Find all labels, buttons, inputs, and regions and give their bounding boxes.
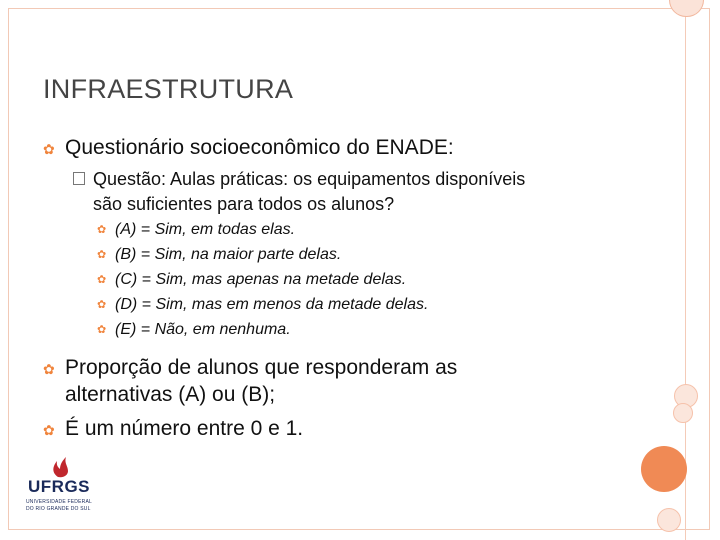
option-item: (A) = Sim, em todas elas.	[115, 221, 296, 238]
flame-icon	[22, 455, 102, 479]
point1-text	[65, 354, 457, 408]
gear-bullet-icon: ✿	[43, 361, 55, 377]
point1-line1: Proporção de alunos que responderam as	[65, 356, 458, 379]
option-item: (E) = Não, em nenhuma.	[115, 321, 291, 338]
point2-text: É um número entre 0 e 1.	[65, 417, 304, 440]
gear-bullet-icon: ✿	[43, 141, 55, 157]
level2-line1: Questão: Aulas práticas: os equipamentos disponíveis	[93, 169, 526, 189]
option-item: (B) = Sim, na maior parte delas.	[115, 246, 342, 263]
option-item: (D) = Sim, mas em menos da metade delas.	[115, 296, 429, 313]
level2-line2: são suficientes para todos os alunos?	[93, 194, 395, 214]
level2-text	[93, 167, 525, 217]
logo-wordmark: UFRGS	[28, 477, 90, 496]
gear-bullet-icon: ✿	[97, 224, 107, 236]
university-logo	[22, 455, 102, 515]
gear-bullet-icon: ✿	[97, 274, 107, 286]
logo-line2: DO RIO GRANDE DO SUL	[26, 506, 91, 512]
decorative-circle-accent	[641, 446, 687, 492]
gear-bullet-icon: ✿	[43, 422, 55, 438]
decorative-circle	[673, 403, 693, 423]
slide-title: INFRAESTRUTURA	[43, 74, 294, 104]
logo-line1: UNIVERSIDADE FEDERAL	[26, 499, 92, 505]
gear-bullet-icon: ✿	[97, 324, 107, 336]
point1-line2: alternativas (A) ou (B);	[65, 383, 276, 406]
checkbox-bullet-icon	[73, 172, 85, 185]
option-item: (C) = Sim, mas apenas na metade delas.	[115, 271, 407, 288]
gear-bullet-icon: ✿	[97, 249, 107, 261]
level1-text: Questionário socioeconômico do ENADE:	[65, 136, 454, 159]
decorative-circle	[657, 508, 681, 532]
gear-bullet-icon: ✿	[97, 299, 107, 311]
